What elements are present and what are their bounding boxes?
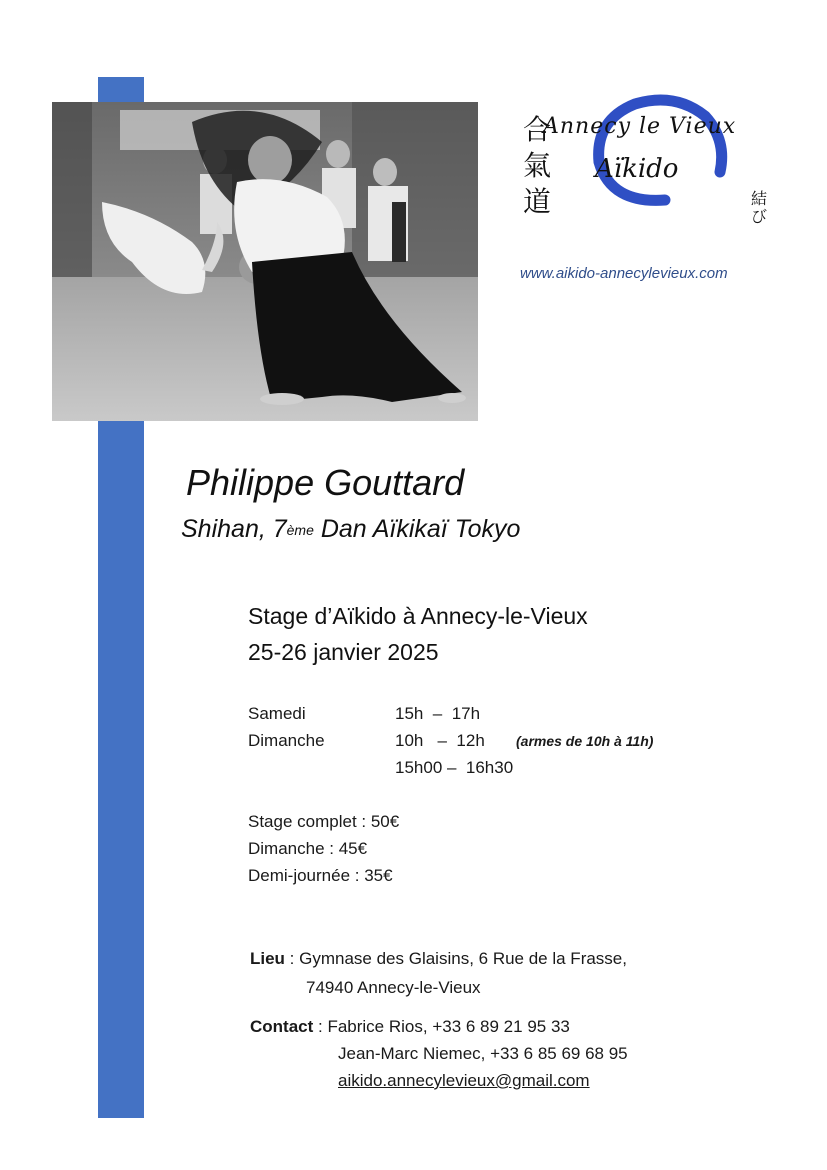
price-item: Stage complet : 50€ (248, 812, 400, 831)
schedule-time: 15h00 – 16h30 (395, 758, 514, 777)
price-list (248, 808, 399, 889)
logo-art-name: Aïkido (595, 154, 679, 184)
location-line1: : Gymnase des Glaisins, 6 Rue de la Frasse, (284, 949, 627, 968)
contact-line2: Jean-Marc Niemec, +33 6 85 69 68 95 (338, 1044, 628, 1063)
logo-kanji-column (523, 112, 551, 220)
contact-line1: : Fabrice Rios, +33 6 89 21 95 33 (313, 1017, 570, 1036)
logo-kanji-musu: 結 (751, 189, 768, 208)
contact-email-link[interactable]: aikido.annecylevieux@gmail.com (338, 1071, 590, 1090)
schedule-note: (armes de 10h à 11h) (516, 733, 654, 749)
teacher-title-prefix: Shihan, 7 (181, 515, 287, 543)
club-logo (515, 92, 780, 242)
price-item: Dimanche : 45€ (248, 839, 368, 858)
logo-musubi (751, 190, 767, 226)
aikido-photo (52, 102, 478, 421)
logo-kana-bi: び (751, 207, 768, 226)
teacher-name: Philippe Gouttard (186, 462, 465, 503)
location-line2: 74940 Annecy-le-Vieux (306, 978, 481, 997)
location-label: Lieu (250, 949, 285, 968)
website-link[interactable]: www.aikido-annecylevieux.com (520, 265, 728, 282)
logo-kanji-do: 道 (523, 185, 552, 218)
teacher-title-suffix: Dan Aïkikaï Tokyo (313, 515, 521, 543)
location-block (250, 944, 627, 1002)
schedule-time: 15h – 17h (395, 704, 481, 723)
logo-kanji-ki: 氣 (523, 149, 552, 182)
schedule-time: 10h – 12h (395, 731, 485, 750)
event-title: Stage d’Aïkido à Annecy-le-Vieux (248, 603, 588, 629)
event-heading (248, 598, 588, 670)
schedule-day: Samedi (248, 704, 306, 723)
teacher-title-sup: ème (286, 522, 314, 538)
logo-kanji-ai: 合 (523, 113, 552, 146)
event-dates: 25-26 janvier 2025 (248, 639, 439, 665)
contact-block (250, 1013, 628, 1094)
contact-label: Contact (250, 1017, 314, 1036)
price-item: Demi-journée : 35€ (248, 866, 393, 885)
schedule-day: Dimanche (248, 731, 325, 750)
teacher-title (181, 515, 520, 544)
logo-club-line: Annecy le Vieux (543, 114, 737, 139)
